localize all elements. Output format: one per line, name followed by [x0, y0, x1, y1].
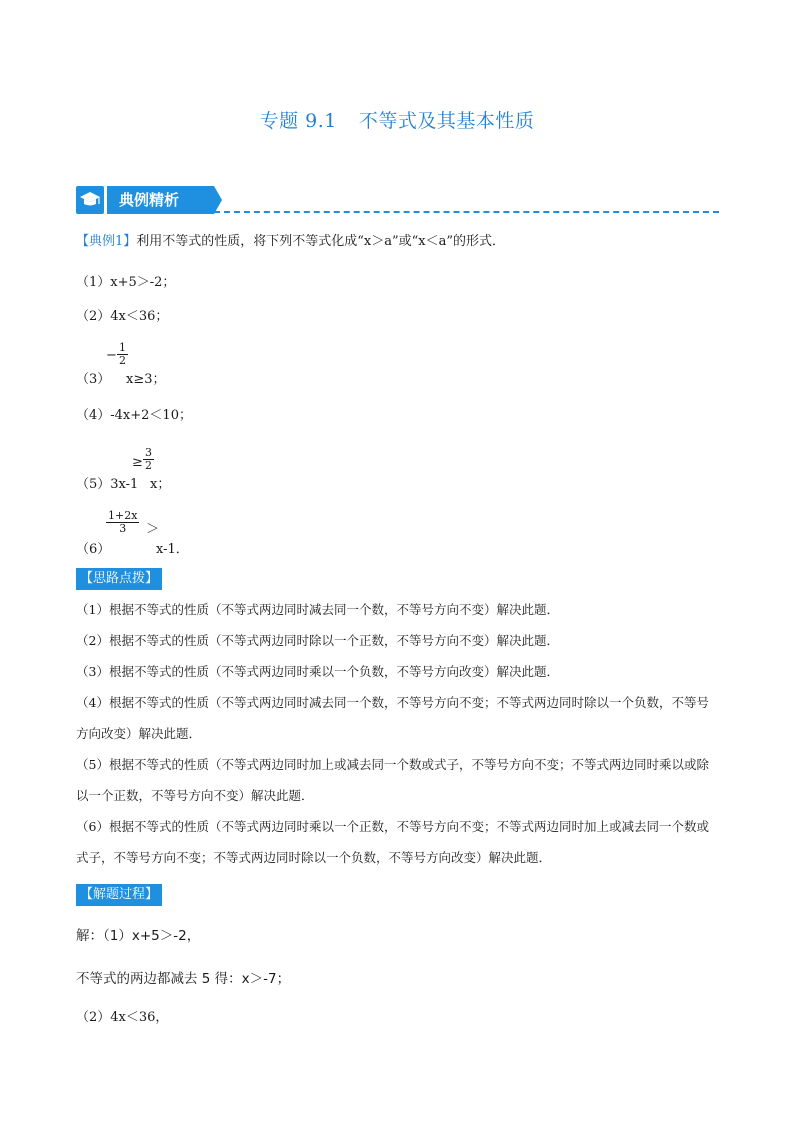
hint-line: （4）根据不等式的性质（不等式两边同时减去同一个数，不等号方向不变；不等式两边同时除以一个负数，不等号方向改变）解决此题． — [76, 695, 709, 741]
banner-label: 典例精析 — [107, 186, 214, 214]
hint-section — [76, 594, 721, 873]
page-title — [0, 106, 794, 133]
solution-line: 解：（1）x+5＞-2， — [76, 928, 201, 944]
hint-line: （5）根据不等式的性质（不等式两边同时加上或减去同一个数或式子，不等号方向不变；不等式两边同时乘以或除以一个正数，不等号方向不变）解决此题． — [76, 757, 709, 803]
example-prompt: 利用不等式的性质，将下列不等式化成“x＞a”或“x＜a”的形式． — [136, 234, 506, 249]
solution-tag: 【解题过程】 — [76, 883, 162, 906]
example-heading — [76, 230, 505, 249]
solution-line: 不等式的两边都减去 5 得：x＞-7； — [76, 971, 291, 987]
chevron-right-icon — [205, 186, 217, 214]
graduation-cap-icon — [76, 186, 104, 214]
title-main: 不等式及其基本性质 — [358, 110, 535, 132]
hint-line: （3）根据不等式的性质（不等式两边同时乘以一个负数，不等号方向改变）解决此题． — [76, 664, 559, 679]
list-item: （1）x+5＞-2； — [76, 275, 176, 290]
title-prefix: 专题 9.1 — [259, 110, 337, 132]
hint-line: （6）根据不等式的性质（不等式两边同时乘以一个正数，不等号方向不变；不等式两边同时加上或减去同一个数或式子，不等号方向不变；不等式两边同时除以一个负数，不等号方向改变）解决此题． — [76, 819, 709, 865]
example-tag: 【典例1】 — [76, 234, 137, 249]
fraction: $\frac{1+2x}{3}$ — [108, 509, 138, 535]
hint-line: （2）根据不等式的性质（不等式两边同时除以一个正数，不等号方向不变）解决此题． — [76, 633, 559, 648]
list-item: （4）-4x+2＜10； — [76, 408, 192, 423]
fraction: $\frac{1}{2}$ — [119, 341, 126, 367]
hint-line: （1）根据不等式的性质（不等式两边同时减去同一个数，不等号方向不变）解决此题． — [76, 602, 559, 617]
solution-line: （2）4x＜36， — [76, 1010, 169, 1025]
list-item: （2）4x＜36； — [76, 309, 169, 324]
fraction: $\frac{3}{2}$ — [145, 446, 152, 472]
hint-tag: 【思路点拨】 — [76, 567, 162, 590]
section-divider — [214, 211, 719, 213]
